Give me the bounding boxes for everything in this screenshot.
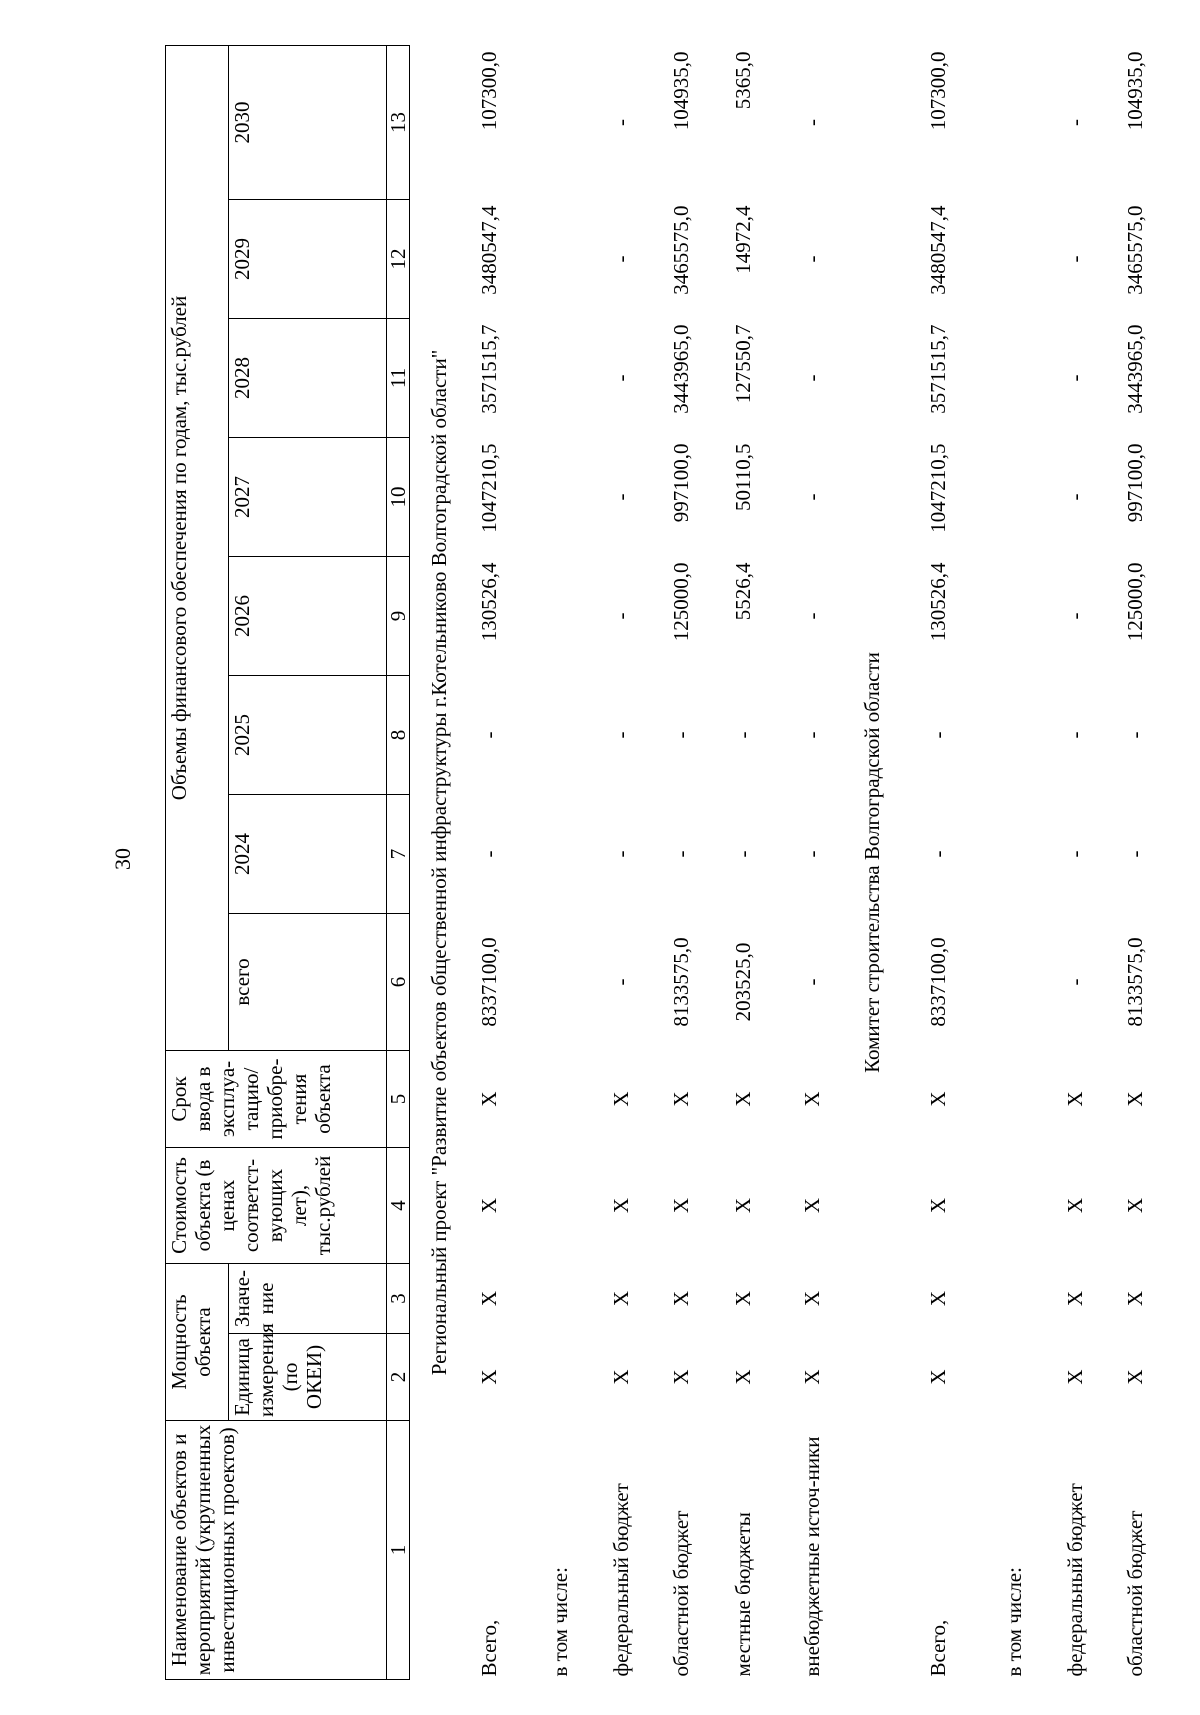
row-label: областной бюджет xyxy=(668,1510,693,1677)
column-number: 10 xyxy=(387,438,410,557)
cell-2030: 107300,0 xyxy=(926,51,951,131)
cell-cost: X xyxy=(609,1197,634,1214)
column-number: 5 xyxy=(387,1051,410,1148)
table-row xyxy=(452,45,527,1679)
cell-capacity-unit: X xyxy=(668,1369,693,1385)
table-row xyxy=(1106,45,1166,1679)
cell-2025: - xyxy=(800,731,825,739)
cell-2030: - xyxy=(800,119,825,126)
header-commissioning-term: Срок ввода в эксплуа-тацию/ приобре-тения объекта xyxy=(166,1051,387,1148)
cell-2030: - xyxy=(609,119,634,126)
header-object-name: Наименование объектов и мероприятий (укрупненных инвестиционных проектов) xyxy=(166,1421,387,1680)
cell-2024: - xyxy=(1123,850,1148,858)
header-year: 2024 xyxy=(229,795,387,914)
cell-2026: - xyxy=(609,612,634,620)
cell-capacity-unit: X xyxy=(800,1369,825,1385)
cell-2026: 125000,0 xyxy=(668,562,693,642)
cell-2029: 3480547,4 xyxy=(926,205,951,295)
cell-2026: - xyxy=(1063,612,1088,620)
cell-term: X xyxy=(476,1091,501,1107)
cell-cost: X xyxy=(926,1197,951,1214)
cell-cost: X xyxy=(800,1197,825,1214)
header-year: 2025 xyxy=(229,676,387,795)
header-year: 2026 xyxy=(229,557,387,676)
cell-2027: - xyxy=(800,493,825,501)
table-row xyxy=(774,45,852,1679)
cell-2028: - xyxy=(800,374,825,382)
header-capacity: Мощность объекта xyxy=(166,1264,229,1421)
cell-2030: 107300,0 xyxy=(476,51,501,131)
column-number: 9 xyxy=(387,557,410,676)
cell-2028: - xyxy=(609,374,634,382)
table-row xyxy=(713,45,774,1679)
cell-2027: 1047210,5 xyxy=(476,443,501,533)
row-label: Всего, xyxy=(926,1619,951,1677)
cell-2027: - xyxy=(1063,493,1088,501)
column-number: 6 xyxy=(387,914,410,1051)
cell-2027: 997100,0 xyxy=(1123,443,1148,523)
cell-capacity-value: X xyxy=(609,1290,634,1307)
cell-total: - xyxy=(1063,978,1088,986)
cell-2028: 3443965,0 xyxy=(1123,324,1148,414)
cell-2024: - xyxy=(926,850,951,858)
cell-2029: 3465575,0 xyxy=(668,205,693,295)
cell-2029: 3465575,0 xyxy=(1123,205,1148,295)
cell-capacity-value: X xyxy=(476,1290,501,1307)
column-number: 8 xyxy=(387,676,410,795)
cell-2028: 3571515,7 xyxy=(476,324,501,414)
cell-2024: - xyxy=(730,850,755,858)
cell-cost: X xyxy=(476,1197,501,1214)
cell-total: 8133575,0 xyxy=(1123,937,1148,1027)
financing-table xyxy=(165,45,1166,1680)
cell-term: X xyxy=(1123,1091,1148,1107)
column-number: 2 xyxy=(387,1334,410,1421)
cell-capacity-unit: X xyxy=(476,1369,501,1385)
cell-2024: - xyxy=(1063,850,1088,858)
cell-2025: - xyxy=(1063,731,1088,739)
cell-2028: - xyxy=(1063,374,1088,382)
row-label: в том числе: xyxy=(547,1567,572,1677)
cell-term: X xyxy=(668,1091,693,1107)
cell-2025: - xyxy=(1123,731,1148,739)
cell-term: X xyxy=(926,1091,951,1107)
header-year: 2030 xyxy=(229,45,387,199)
table-row xyxy=(1046,45,1106,1679)
cell-2026: - xyxy=(800,612,825,620)
cell-2025: - xyxy=(926,731,951,739)
column-number: 13 xyxy=(387,45,410,199)
cell-2025: - xyxy=(476,731,501,739)
cell-2025: - xyxy=(730,731,755,739)
table-row xyxy=(527,45,594,1679)
row-label: внебюджетные источ-ники xyxy=(800,1436,825,1677)
cell-total: 203525,0 xyxy=(730,942,755,1022)
cell-term: X xyxy=(800,1091,825,1107)
cell-total: 8133575,0 xyxy=(668,937,693,1027)
cell-2027: 50110,5 xyxy=(730,443,755,511)
cell-2028: 127550,7 xyxy=(730,324,755,404)
cell-cost: X xyxy=(668,1197,693,1214)
cell-2024: - xyxy=(800,850,825,858)
cell-2027: - xyxy=(609,493,634,501)
row-label: в том числе: xyxy=(1002,1567,1027,1677)
row-label: федеральный бюджет xyxy=(1063,1483,1088,1677)
cell-total: 8337100,0 xyxy=(926,937,951,1027)
cell-2024: - xyxy=(609,850,634,858)
cell-capacity-value: X xyxy=(800,1290,825,1307)
row-label: Всего, xyxy=(476,1619,501,1677)
column-number: 12 xyxy=(387,200,410,319)
cell-2025: - xyxy=(668,731,693,739)
table-row xyxy=(894,45,984,1679)
cell-2028: 3571515,7 xyxy=(926,324,951,414)
header-capacity-value: Значе-ние xyxy=(229,1264,387,1334)
table-header xyxy=(166,45,410,1679)
cell-capacity-value: X xyxy=(730,1290,755,1307)
header-funding: Объемы финансового обеспечения по годам, тыс.рублей xyxy=(166,45,229,1050)
cell-capacity-unit: X xyxy=(609,1369,634,1385)
cell-capacity-value: X xyxy=(1123,1290,1148,1307)
section-title: Комитет строительства Волгоградской области xyxy=(860,652,885,1073)
cell-2024: - xyxy=(476,850,501,858)
section-title-row xyxy=(410,45,453,1679)
table-row xyxy=(594,45,650,1679)
cell-capacity-value: X xyxy=(1063,1290,1088,1307)
section-title: Региональный проект "Развитие объектов общественной инфраструктуры г.Котельниково Волгоградской области" xyxy=(427,349,452,1376)
cell-2026: 125000,0 xyxy=(1123,562,1148,642)
cell-2029: 3480547,4 xyxy=(476,205,501,295)
table-body xyxy=(410,45,1167,1679)
header-year: 2027 xyxy=(229,438,387,557)
cell-2026: 5526,4 xyxy=(730,562,755,621)
cell-2024: - xyxy=(668,850,693,858)
cell-2029: - xyxy=(609,255,634,263)
cell-2029: 14972,4 xyxy=(730,205,755,274)
cell-2030: 5365,0 xyxy=(730,51,755,110)
cell-term: X xyxy=(609,1091,634,1107)
cell-capacity-unit: X xyxy=(926,1369,951,1385)
cell-2029: - xyxy=(800,255,825,263)
row-label: федеральный бюджет xyxy=(609,1483,634,1677)
column-number: 4 xyxy=(387,1148,410,1264)
cell-2030: 104935,0 xyxy=(668,51,693,131)
cell-term: X xyxy=(730,1091,755,1107)
column-number: 11 xyxy=(387,319,410,438)
header-cost: Стоимость объекта (в ценах соответст-вующих лет), тыс.рублей xyxy=(166,1148,387,1264)
cell-term: X xyxy=(1063,1091,1088,1107)
cell-capacity-unit: X xyxy=(1123,1369,1148,1385)
cell-2027: 1047210,5 xyxy=(926,443,951,533)
cell-2030: - xyxy=(1063,119,1088,126)
cell-cost: X xyxy=(730,1197,755,1214)
cell-cost: X xyxy=(1063,1197,1088,1214)
cell-total: 8337100,0 xyxy=(476,937,501,1027)
header-year: 2029 xyxy=(229,200,387,319)
row-label: местные бюджеты xyxy=(730,1512,755,1677)
row-label: областной бюджет xyxy=(1123,1510,1148,1677)
cell-total: - xyxy=(609,978,634,986)
cell-2030: 104935,0 xyxy=(1123,51,1148,131)
header-total: всего xyxy=(229,914,387,1051)
header-capacity-unit: Единица измерения (по ОКЕИ) xyxy=(229,1334,387,1421)
cell-2027: 997100,0 xyxy=(668,443,693,523)
column-number: 1 xyxy=(387,1421,410,1680)
cell-capacity-value: X xyxy=(926,1290,951,1307)
table-row xyxy=(650,45,713,1679)
cell-2028: 3443965,0 xyxy=(668,324,693,414)
cell-total: - xyxy=(800,978,825,986)
cell-capacity-value: X xyxy=(668,1290,693,1307)
cell-capacity-unit: X xyxy=(1063,1369,1088,1385)
cell-2026: 130526,4 xyxy=(926,562,951,642)
cell-2025: - xyxy=(609,731,634,739)
column-number: 7 xyxy=(387,795,410,914)
header-year: 2028 xyxy=(229,319,387,438)
column-number: 3 xyxy=(387,1264,410,1334)
table-row xyxy=(984,45,1046,1679)
page-number: 30 xyxy=(110,848,135,870)
cell-2029: - xyxy=(1063,255,1088,263)
cell-cost: X xyxy=(1123,1197,1148,1214)
cell-2026: 130526,4 xyxy=(476,562,501,642)
section-title-row xyxy=(852,45,894,1679)
cell-capacity-unit: X xyxy=(730,1369,755,1385)
